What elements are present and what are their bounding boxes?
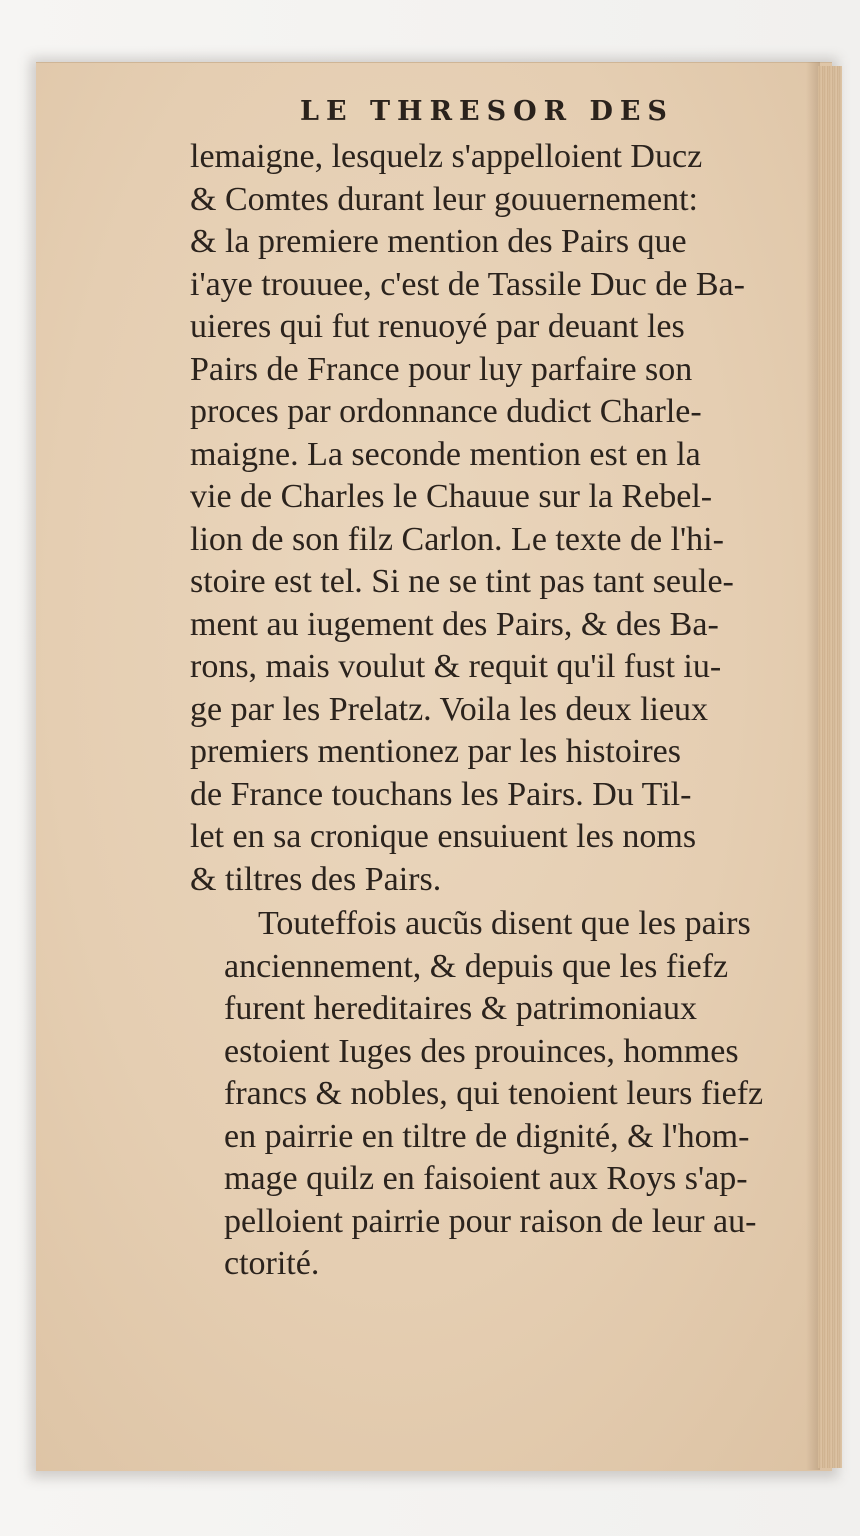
text-line: uieres qui fut renuoyé par deuant les <box>190 308 685 345</box>
text-line: ment au iugement des Pairs, & des Ba- <box>190 605 719 643</box>
text-line: & tiltres des Pairs. <box>190 860 442 898</box>
text-line: estoient Iuges des prouinces, hommes <box>224 1032 739 1070</box>
text-line: ctorité. <box>224 1245 320 1282</box>
running-head: LE THRESOR DES <box>300 96 674 127</box>
paragraph-2 <box>190 903 820 1286</box>
text-block <box>190 136 820 1286</box>
text-line: i'aye trouuee, c'est de Tassile Duc de Ba- <box>190 265 745 303</box>
text-line: & la premiere mention des Pairs que <box>190 223 687 260</box>
text-line: Touteffois aucũs disent que les pairs <box>258 905 751 942</box>
paragraph-1 <box>190 136 820 901</box>
text-line: lion de son filz Carlon. Le texte de l'hi- <box>190 520 724 558</box>
text-line: let en sa cronique ensuiuent les noms <box>190 818 697 855</box>
text-line: francs & nobles, qui tenoient leurs fiefz <box>224 1075 764 1112</box>
text-line: proces par ordonnance dudict Charle- <box>190 393 702 430</box>
text-line: Pairs de France pour luy parfaire son <box>190 350 693 388</box>
text-line: de France touchans les Pairs. Du Til- <box>190 775 692 813</box>
text-line: ge par les Prelatz. Voila les deux lieux <box>190 690 709 728</box>
page-edges <box>818 66 842 1468</box>
text-line: stoire est tel. Si ne se tint pas tant seule- <box>190 563 734 600</box>
text-line: rons, mais voulut & requit qu'il fust iu- <box>190 648 722 685</box>
text-line: premiers mentionez par les histoires <box>190 733 681 770</box>
text-line: en pairrie en tiltre de dignité, & l'hom- <box>224 1117 750 1155</box>
text-line: furent hereditaires & patrimoniaux <box>224 990 697 1027</box>
text-line: & Comtes durant leur gouuernement: <box>190 180 698 218</box>
text-line: vie de Charles le Chauue sur la Rebel- <box>190 478 713 515</box>
text-line: maigne. La seconde mention est en la <box>190 435 701 473</box>
text-line: anciennement, & depuis que les fiefz <box>224 947 729 985</box>
text-line: lemaigne, lesquelz s'appelloient Ducz <box>190 138 703 175</box>
text-line: pelloient pairrie pour raison de leur au- <box>224 1202 757 1240</box>
text-line: mage quilz en faisoient aux Roys s'ap- <box>224 1160 748 1197</box>
